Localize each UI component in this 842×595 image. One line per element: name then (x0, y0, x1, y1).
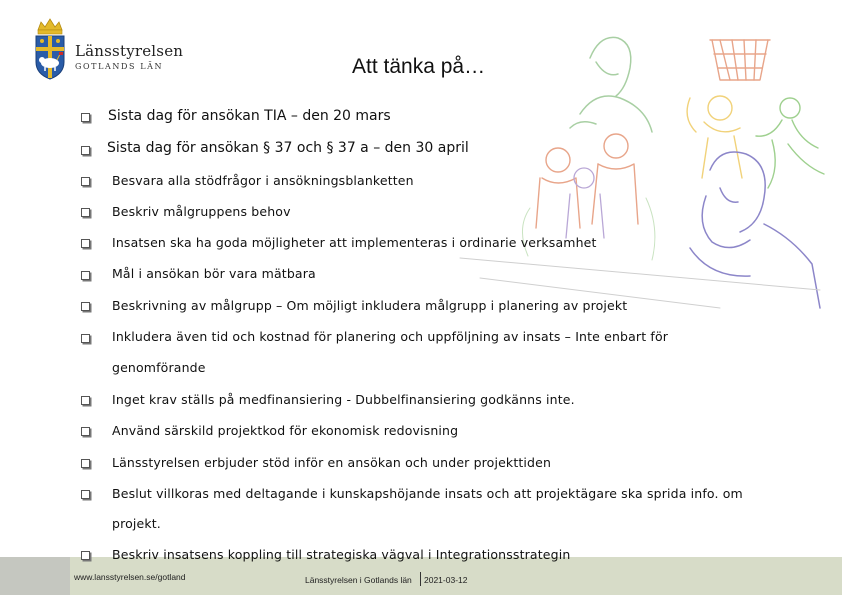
footer-divider (420, 572, 421, 586)
checkbox-icon (81, 113, 90, 122)
checkbox-icon (81, 302, 90, 311)
bullet-text: Besvara alla stödfrågor i ansökningsblanketten (112, 173, 414, 188)
footer-accent (0, 557, 70, 595)
bullet-text: Inget krav ställs på medfinansiering - Dubbelfinansiering godkänns inte. (112, 392, 575, 407)
footer-url[interactable]: www.lansstyrelsen.se/gotland (74, 572, 186, 582)
bullet-text-continuation: projekt. (112, 516, 161, 531)
bullet-text: Sista dag för ansökan § 37 och § 37 a – den 30 april (107, 140, 469, 156)
checkbox-icon (81, 490, 90, 499)
checkbox-icon (81, 208, 90, 217)
checkbox-icon (81, 239, 90, 248)
bullet-text-continuation: genomförande (112, 360, 206, 375)
bullet-text: Beskriv målgruppens behov (112, 204, 291, 219)
slide-title: Att tänka på… (352, 55, 486, 78)
checkbox-icon (81, 271, 90, 280)
bullet-text: Insatsen ska ha goda möjligheter att implementeras i ordinarie verksamhet (112, 235, 597, 250)
checkbox-icon (81, 396, 90, 405)
bullet-text: Beslut villkoras med deltagande i kunskapshöjande insats och att projektägare ska sprida info. om (112, 486, 743, 501)
checkbox-icon (81, 146, 90, 155)
checkbox-icon (81, 459, 90, 468)
bullet-text: Inkludera även tid och kostnad för planering och uppföljning av insats – Inte enbart för (112, 329, 669, 344)
logo-subtitle: GOTLANDS LÄN (75, 62, 164, 71)
checkbox-icon (81, 427, 90, 436)
footer-date: 2021-03-12 (424, 575, 468, 585)
bullet-text: Mål i ansökan bör vara mätbara (112, 266, 316, 281)
bullet-text: Beskrivning av målgrupp – Om möjligt inkludera målgrupp i planering av projekt (112, 298, 628, 313)
bullet-text: Använd särskild projektkod för ekonomisk redovisning (112, 423, 459, 438)
logo-name: Länsstyrelsen (75, 42, 184, 60)
bullet-text: Länsstyrelsen erbjuder stöd inför en ansökan och under projekttiden (112, 455, 552, 470)
checkbox-icon (81, 334, 90, 343)
bullet-text: Beskriv insatsens koppling till strategiska vägval i Integrationsstrategin (112, 547, 571, 562)
footer-org: Länsstyrelsen i Gotlands län (305, 575, 412, 585)
checkbox-icon (81, 551, 90, 560)
bullet-text: Sista dag för ansökan TIA – den 20 mars (108, 108, 391, 124)
checkbox-icon (81, 177, 90, 186)
